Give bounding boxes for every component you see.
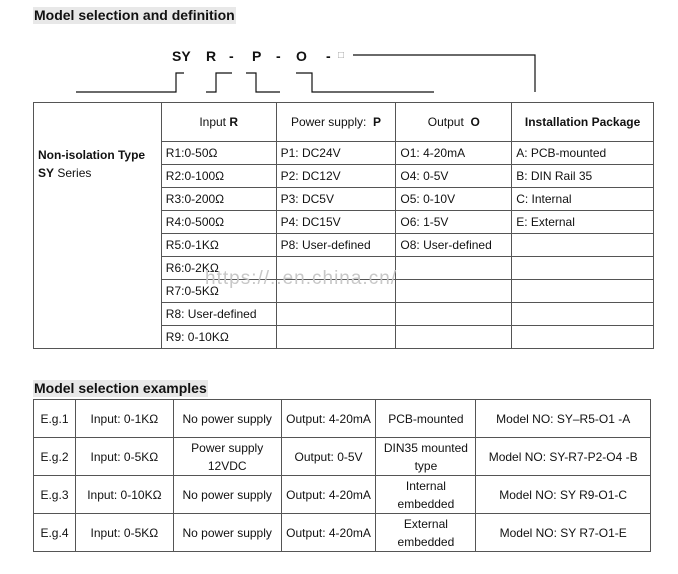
code-series: SY (172, 48, 191, 64)
example-package: PCB-mounted (376, 400, 476, 438)
cell-install (512, 326, 654, 349)
example-package: External embedded (376, 514, 476, 552)
example-input: Input: 0-5KΩ (75, 514, 173, 552)
cell-install: A: PCB-mounted (512, 142, 654, 165)
cell-power: P2: DC12V (276, 165, 396, 188)
section-title-examples: Model selection examples (34, 380, 207, 396)
example-power: No power supply (173, 514, 281, 552)
cell-install: E: External (512, 211, 654, 234)
cell-input: R1:0-50Ω (161, 142, 276, 165)
watermark: https://..en.china.cn/ (205, 268, 398, 289)
code-package-box: □ (338, 50, 345, 61)
cell-output: O5: 0-10V (396, 188, 512, 211)
example-model: Model NO: SY R9-O1-C (476, 476, 651, 514)
example-row (34, 476, 651, 514)
cell-output: O1: 4-20mA (396, 142, 512, 165)
header-output: Output O (396, 103, 512, 142)
code-connector-lines (0, 0, 678, 110)
cell-input: R9: 0-10KΩ (161, 326, 276, 349)
cell-power (276, 303, 396, 326)
cell-install (512, 280, 654, 303)
example-row (34, 514, 651, 552)
cell-output (396, 303, 512, 326)
example-input: Input: 0-1KΩ (75, 400, 173, 438)
example-power: Power supply 12VDC (173, 438, 281, 476)
example-input: Input: 0-5KΩ (75, 438, 173, 476)
cell-input: R2:0-100Ω (161, 165, 276, 188)
example-id: E.g.3 (34, 476, 76, 514)
code-power: P (252, 48, 262, 64)
cell-output: O4: 0-5V (396, 165, 512, 188)
type-header-cell (34, 103, 162, 142)
model-definition-table (33, 102, 654, 349)
cell-output (396, 326, 512, 349)
cell-input: R7:0-5KΩ (161, 280, 276, 303)
header-installation: Installation Package (512, 103, 654, 142)
code-input: R (206, 48, 217, 64)
cell-power: P8: User-defined (276, 234, 396, 257)
code-dash-3: - (326, 48, 331, 64)
cell-install (512, 234, 654, 257)
cell-output: O6: 1-5V (396, 211, 512, 234)
example-output: Output: 4-20mA (281, 514, 376, 552)
example-input: Input: 0-10KΩ (75, 476, 173, 514)
example-id: E.g.4 (34, 514, 76, 552)
code-dash-1: - (229, 48, 234, 64)
example-id: E.g.2 (34, 438, 76, 476)
example-output: Output: 4-20mA (281, 476, 376, 514)
example-package: Internal embedded (376, 476, 476, 514)
cell-output: O8: User-defined (396, 234, 512, 257)
cell-install (512, 257, 654, 280)
series-label: SY Series (38, 165, 92, 180)
cell-power (276, 326, 396, 349)
cell-install: C: Internal (512, 188, 654, 211)
section-title-definition: Model selection and definition (34, 7, 235, 23)
example-power: No power supply (173, 476, 281, 514)
cell-input: R3:0-200Ω (161, 188, 276, 211)
cell-power: P4: DC15V (276, 211, 396, 234)
example-output: Output: 4-20mA (281, 400, 376, 438)
cell-output (396, 280, 512, 303)
cell-power: P1: DC24V (276, 142, 396, 165)
example-power: No power supply (173, 400, 281, 438)
example-model: Model NO: SY-R7-P2-O4 -B (476, 438, 651, 476)
example-output: Output: 0-5V (281, 438, 376, 476)
header-input: Input R (161, 103, 276, 142)
type-label: Non-isolation Type (38, 147, 146, 162)
cell-input: R4:0-500Ω (161, 211, 276, 234)
examples-table (33, 399, 651, 552)
header-power: Power supply: P (276, 103, 396, 142)
cell-power: P3: DC5V (276, 188, 396, 211)
example-package: DIN35 mounted type (376, 438, 476, 476)
cell-install (512, 303, 654, 326)
example-model: Model NO: SY–R5-O1 -A (476, 400, 651, 438)
type-cell (34, 142, 162, 349)
code-dash-2: - (276, 48, 281, 64)
example-model: Model NO: SY R7-O1-E (476, 514, 651, 552)
example-row (34, 438, 651, 476)
example-id: E.g.1 (34, 400, 76, 438)
cell-input: R6:0-2KΩ (161, 257, 276, 280)
cell-output (396, 257, 512, 280)
cell-input: R5:0-1KΩ (161, 234, 276, 257)
cell-input: R8: User-defined (161, 303, 276, 326)
example-row (34, 400, 651, 438)
cell-install: B: DIN Rail 35 (512, 165, 654, 188)
code-output: O (296, 48, 307, 64)
